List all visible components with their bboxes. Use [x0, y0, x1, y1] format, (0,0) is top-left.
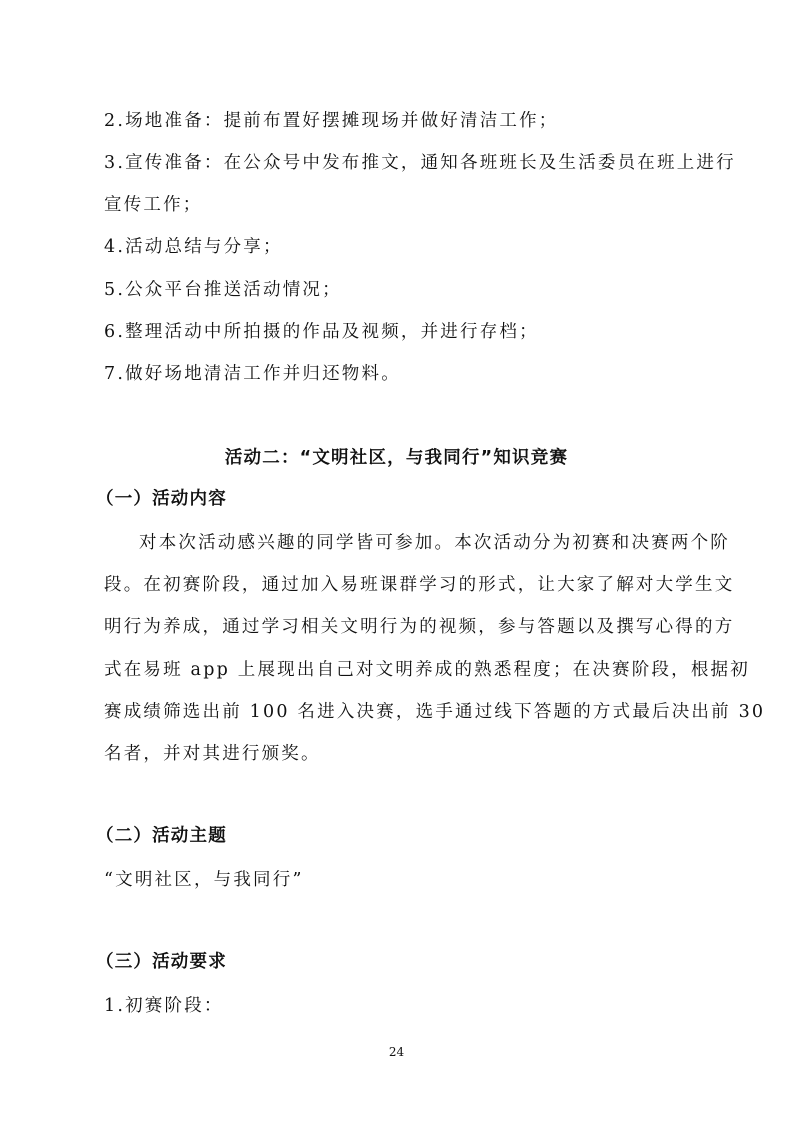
- list-item: 5.公众平台推送活动情况；: [104, 280, 342, 300]
- paragraph-line: 名者，并对其进行颁奖。: [104, 744, 321, 764]
- list-item: 3.宣传准备：在公众号中发布推文，通知各班班长及生活委员在班上进行: [104, 153, 736, 173]
- list-item: 7.做好场地清洁工作并归还物料。: [104, 364, 401, 384]
- list-item: 6.整理活动中所拍摄的作品及视频，并进行存档；: [104, 322, 539, 342]
- list-item: 1.初赛阶段：: [104, 996, 224, 1016]
- paragraph-line: 对本次活动感兴趣的同学皆可参加。本次活动分为初赛和决赛两个阶: [139, 533, 730, 553]
- section-heading-content: （一）活动内容: [96, 489, 227, 509]
- list-item: 4.活动总结与分享；: [104, 237, 283, 257]
- activity-title: 活动二：“文明社区，与我同行”知识竞赛: [224, 448, 569, 468]
- list-item: 2.场地准备：提前布置好摆摊现场并做好清洁工作；: [104, 111, 559, 131]
- section-heading-theme: （二）活动主题: [96, 826, 227, 846]
- paragraph-line: 式在易班 app 上展现出自己对文明养成的熟悉程度；在决赛阶段，根据初: [104, 660, 750, 680]
- section-heading-requirements: （三）活动要求: [96, 952, 227, 972]
- page-number: 24: [388, 1045, 405, 1059]
- paragraph-line: 赛成绩筛选出前 100 名进入决赛，选手通过线下答题的方式最后决出前 30: [104, 702, 766, 722]
- list-item-continuation: 宣传工作；: [104, 195, 203, 215]
- paragraph-line: 段。在初赛阶段，通过加入易班课群学习的形式，让大家了解对大学生文: [104, 575, 735, 595]
- paragraph-line: 明行为养成，通过学习相关文明行为的视频，参与答题以及撰写心得的方: [104, 617, 735, 637]
- theme-text: “文明社区，与我同行”: [104, 870, 304, 890]
